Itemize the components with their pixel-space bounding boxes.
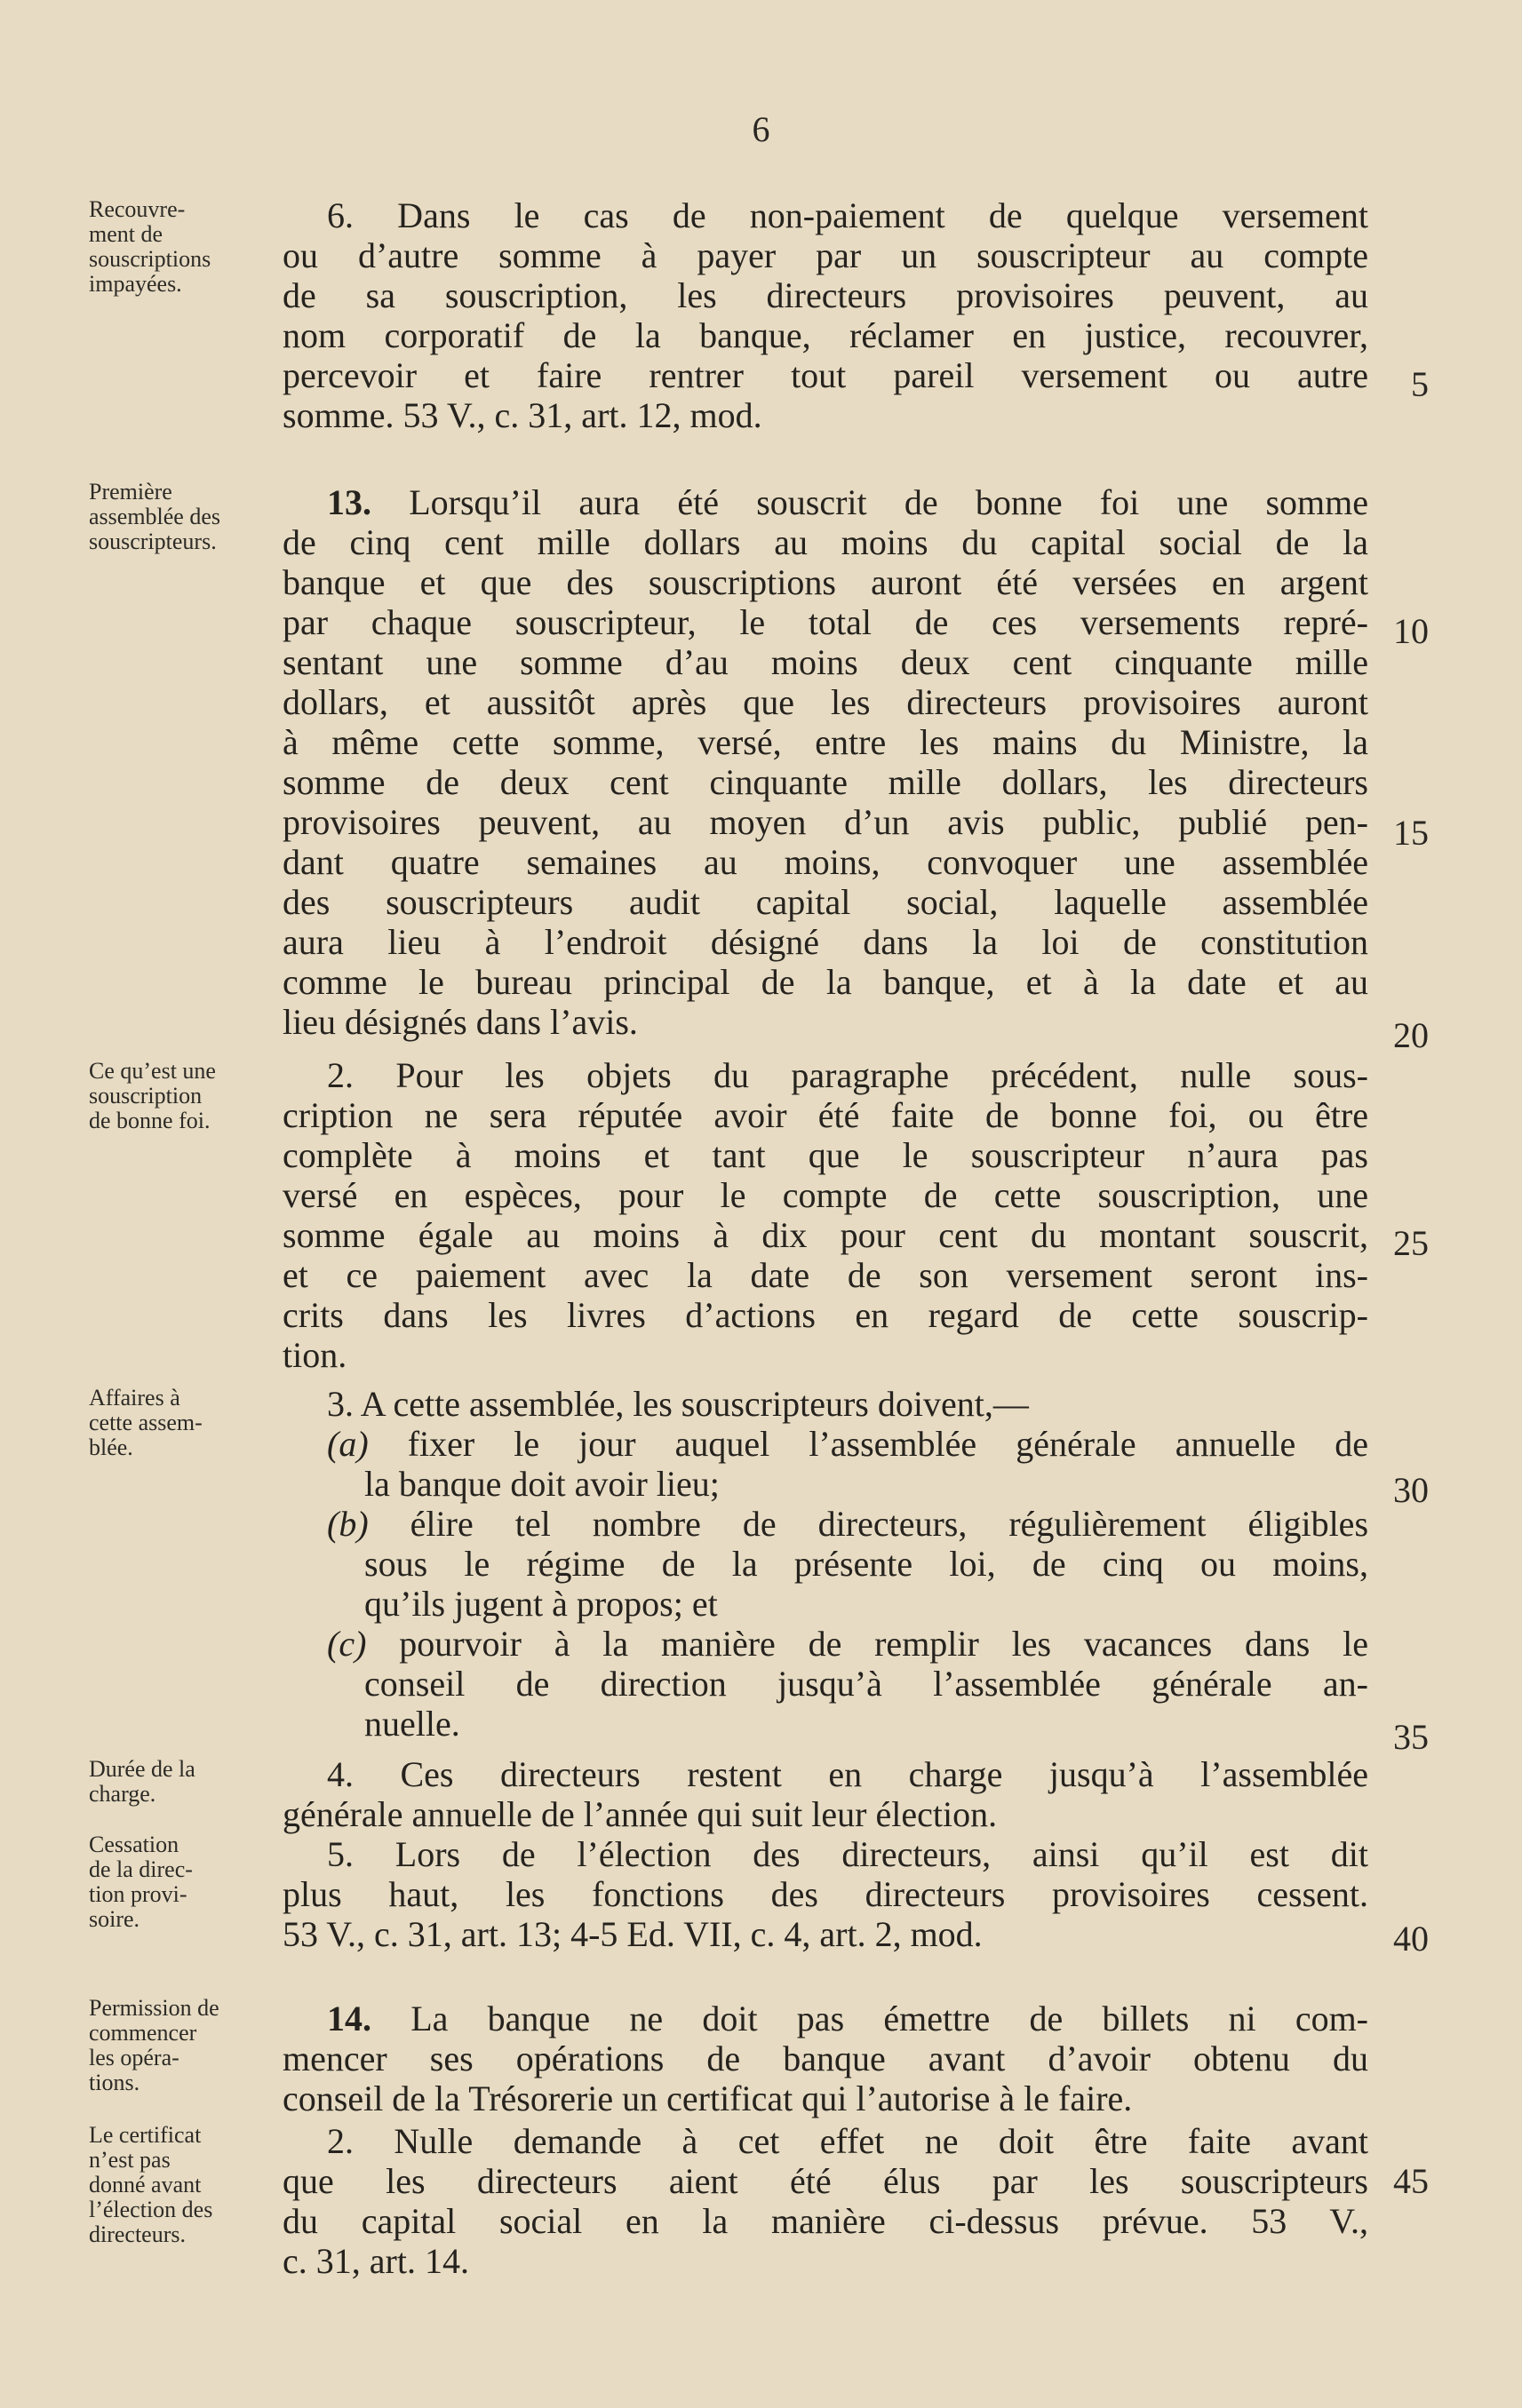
text-line: par chaque souscripteur, le total de ces versements repré- (283, 602, 1368, 642)
item-a (283, 1424, 1368, 1464)
text-line: plus haut, les fonctions des directeurs provisoires cessent. (283, 1874, 1368, 1914)
text-line: lieu désignés dans l’avis. (283, 1002, 638, 1042)
margin-note-duree (89, 1757, 284, 1807)
margin-line: cette assem- (89, 1410, 203, 1435)
margin-line: Durée de la (89, 1756, 195, 1782)
text-line: nom corporatif de la banque, réclamer en justice, recouvrer, (283, 315, 1368, 355)
margin-line: donné avant (89, 2172, 202, 2197)
margin-line: blée. (89, 1434, 133, 1460)
text-line: de sa souscription, les directeurs provisoires peuvent, au (283, 275, 1368, 315)
text-line: versé en espèces, pour le compte de cette souscription, une (283, 1175, 1368, 1215)
text-line: conseil de direction jusqu’à l’assemblée générale an- (364, 1664, 1368, 1704)
margin-note-bonne-foi (89, 1059, 284, 1133)
text-line: ou d’autre somme à payer par un souscripteur au compte (283, 235, 1368, 275)
line-number: 5 (1411, 364, 1429, 404)
margin-line: Première (89, 479, 172, 505)
margin-line: souscripteurs. (89, 528, 217, 554)
text-line: complète à moins et tant que le souscripteur n’aura pas (283, 1135, 1368, 1175)
margin-line: commencer (89, 2020, 197, 2046)
paragraph-14-2 (283, 2121, 1368, 2281)
line-number: 25 (1393, 1223, 1429, 1263)
margin-line: Permission de (89, 1995, 219, 2021)
margin-line: Le certificat (89, 2122, 202, 2148)
text-line: conseil de la Trésorerie un certificat qui l’autorise à le faire. (283, 2078, 1133, 2118)
text-run: La banque ne doit pas émettre de billets ni com- (410, 1999, 1369, 2038)
paragraph-13-3 (283, 1384, 1368, 1744)
margin-line: Affaires à (89, 1385, 180, 1411)
item-c (283, 1624, 1368, 1664)
text-line: somme de deux cent cinquante mille dollars, les directeurs (283, 762, 1368, 802)
line-number: 35 (1393, 1717, 1429, 1757)
text-line: que les directeurs aient été élus par les souscripteurs (283, 2161, 1368, 2201)
text-line: 2. Pour les objets du paragraphe précédent, nulle sous- (327, 1055, 1368, 1095)
margin-note-premiere-assemblee (89, 480, 284, 554)
margin-line: souscriptions (89, 246, 211, 272)
line-number: 30 (1393, 1470, 1429, 1510)
text-line: nuelle. (364, 1704, 460, 1744)
text-run: Lorsqu’il aura été souscrit de bonne foi une somme (409, 482, 1369, 522)
text-line: 6. Dans le cas de non-paiement de quelque versement (327, 195, 1368, 235)
text-line: aura lieu à l’endroit désigné dans la loi de constitution (283, 922, 1368, 962)
margin-line: tions. (89, 2070, 140, 2095)
margin-line: impayées. (89, 271, 182, 297)
text-run: élire tel nombre de directeurs, régulièrement éligibles (410, 1504, 1369, 1544)
margin-line: charge. (89, 1781, 156, 1807)
margin-line: Cessation (89, 1832, 179, 1857)
item-b (283, 1504, 1368, 1544)
page-number: 6 (752, 109, 770, 149)
section-number: 14. (327, 1999, 371, 2038)
item-label: (b) (327, 1504, 369, 1544)
text-line: c. 31, art. 14. (283, 2241, 469, 2281)
text-line: dollars, et aussitôt après que les directeurs provisoires auront (283, 682, 1368, 722)
margin-note-affaires (89, 1386, 284, 1460)
margin-line: l’élection des (89, 2197, 213, 2222)
text-line: à même cette somme, versé, entre les mains du Ministre, la (283, 722, 1368, 762)
text-line: percevoir et faire rentrer tout pareil versement ou autre (283, 355, 1368, 395)
margin-line: directeurs. (89, 2221, 187, 2247)
paragraph-14 (283, 1999, 1368, 2118)
paragraph-13-4 (283, 1754, 1368, 1834)
margin-note-certificat (89, 2123, 284, 2247)
paragraph-13-2 (283, 1055, 1368, 1375)
text-line: générale annuelle de l’année qui suit leur élection. (283, 1794, 998, 1834)
margin-line: de bonne foi. (89, 1108, 211, 1133)
text-line: de cinq cent mille dollars au moins du capital social de la (283, 522, 1368, 562)
item-label: (a) (327, 1424, 369, 1464)
margin-note-permission (89, 1996, 284, 2095)
margin-note-cessation (89, 1832, 284, 1932)
margin-line: de la direc- (89, 1856, 193, 1882)
text-line: dant quatre semaines au moins, convoquer une assemblée (283, 842, 1368, 882)
margin-line: les opéra- (89, 2045, 179, 2070)
text-run: fixer le jour auquel l’assemblée générale annuelle de (407, 1424, 1369, 1464)
text-line: qu’ils jugent à propos; et (364, 1584, 718, 1624)
margin-line: tion provi- (89, 1881, 187, 1907)
line-number: 20 (1393, 1015, 1429, 1055)
text-line: crits dans les livres d’actions en regard de cette souscrip- (283, 1295, 1368, 1335)
line-number: 15 (1393, 813, 1429, 853)
text-line: banque et que des souscriptions auront été versées en argent (283, 562, 1368, 602)
text-line: 53 V., c. 31, art. 13; 4-5 Ed. VII, c. 4, art. 2, mod. (283, 1914, 983, 1954)
text-line: 4. Ces directeurs restent en charge jusqu’à l’assemblée (327, 1754, 1368, 1794)
text-line: sous le régime de la présente loi, de cinq ou moins, (364, 1544, 1368, 1584)
text-line: 3. A cette assemblée, les souscripteurs doivent,— (327, 1384, 1029, 1424)
margin-line: ment de (89, 221, 163, 247)
section-number: 13. (327, 482, 371, 522)
margin-line: Ce qu’est une (89, 1058, 216, 1084)
line-number: 40 (1393, 1919, 1429, 1959)
paragraph-6 (283, 195, 1368, 435)
text-line: sentant une somme d’au moins deux cent cinquante mille (283, 642, 1368, 682)
margin-line: n’est pas (89, 2147, 171, 2173)
item-label: (c) (327, 1624, 367, 1664)
text-line: des souscripteurs audit capital social, laquelle assemblée (283, 882, 1368, 922)
text-line (283, 1999, 1368, 2038)
text-line: 5. Lors de l’élection des directeurs, ainsi qu’il est dit (327, 1834, 1368, 1874)
margin-line: assemblée des (89, 504, 221, 529)
text-line: du capital social en la manière ci-dessus prévue. 53 V., (283, 2201, 1368, 2241)
line-number: 45 (1393, 2161, 1429, 2201)
text-line: mencer ses opérations de banque avant d’avoir obtenu du (283, 2038, 1368, 2078)
text-line: et ce paiement avec la date de son versement seront ins- (283, 1255, 1368, 1295)
margin-line: souscription (89, 1083, 203, 1109)
text-line: somme. 53 V., c. 31, art. 12, mod. (283, 395, 762, 435)
text-line: somme égale au moins à dix pour cent du montant souscrit, (283, 1215, 1368, 1255)
text-run: pourvoir à la manière de remplir les vacances dans le (399, 1624, 1368, 1664)
text-line: comme le bureau principal de la banque, et à la date et au (283, 962, 1368, 1002)
text-line: tion. (283, 1335, 347, 1375)
text-line: cription ne sera réputée avoir été faite de bonne foi, ou être (283, 1095, 1368, 1135)
paragraph-13-5 (283, 1834, 1368, 1954)
margin-note-recouvrement (89, 197, 284, 297)
margin-line: Recouvre- (89, 196, 186, 222)
text-line: provisoires peuvent, au moyen d’un avis public, publié pen- (283, 802, 1368, 842)
line-number: 10 (1393, 611, 1429, 651)
paragraph-13 (283, 482, 1368, 1042)
text-line: la banque doit avoir lieu; (364, 1464, 720, 1504)
text-line: 2. Nulle demande à cet effet ne doit être faite avant (327, 2121, 1368, 2161)
margin-line: soire. (89, 1906, 140, 1932)
text-line (283, 482, 1368, 522)
